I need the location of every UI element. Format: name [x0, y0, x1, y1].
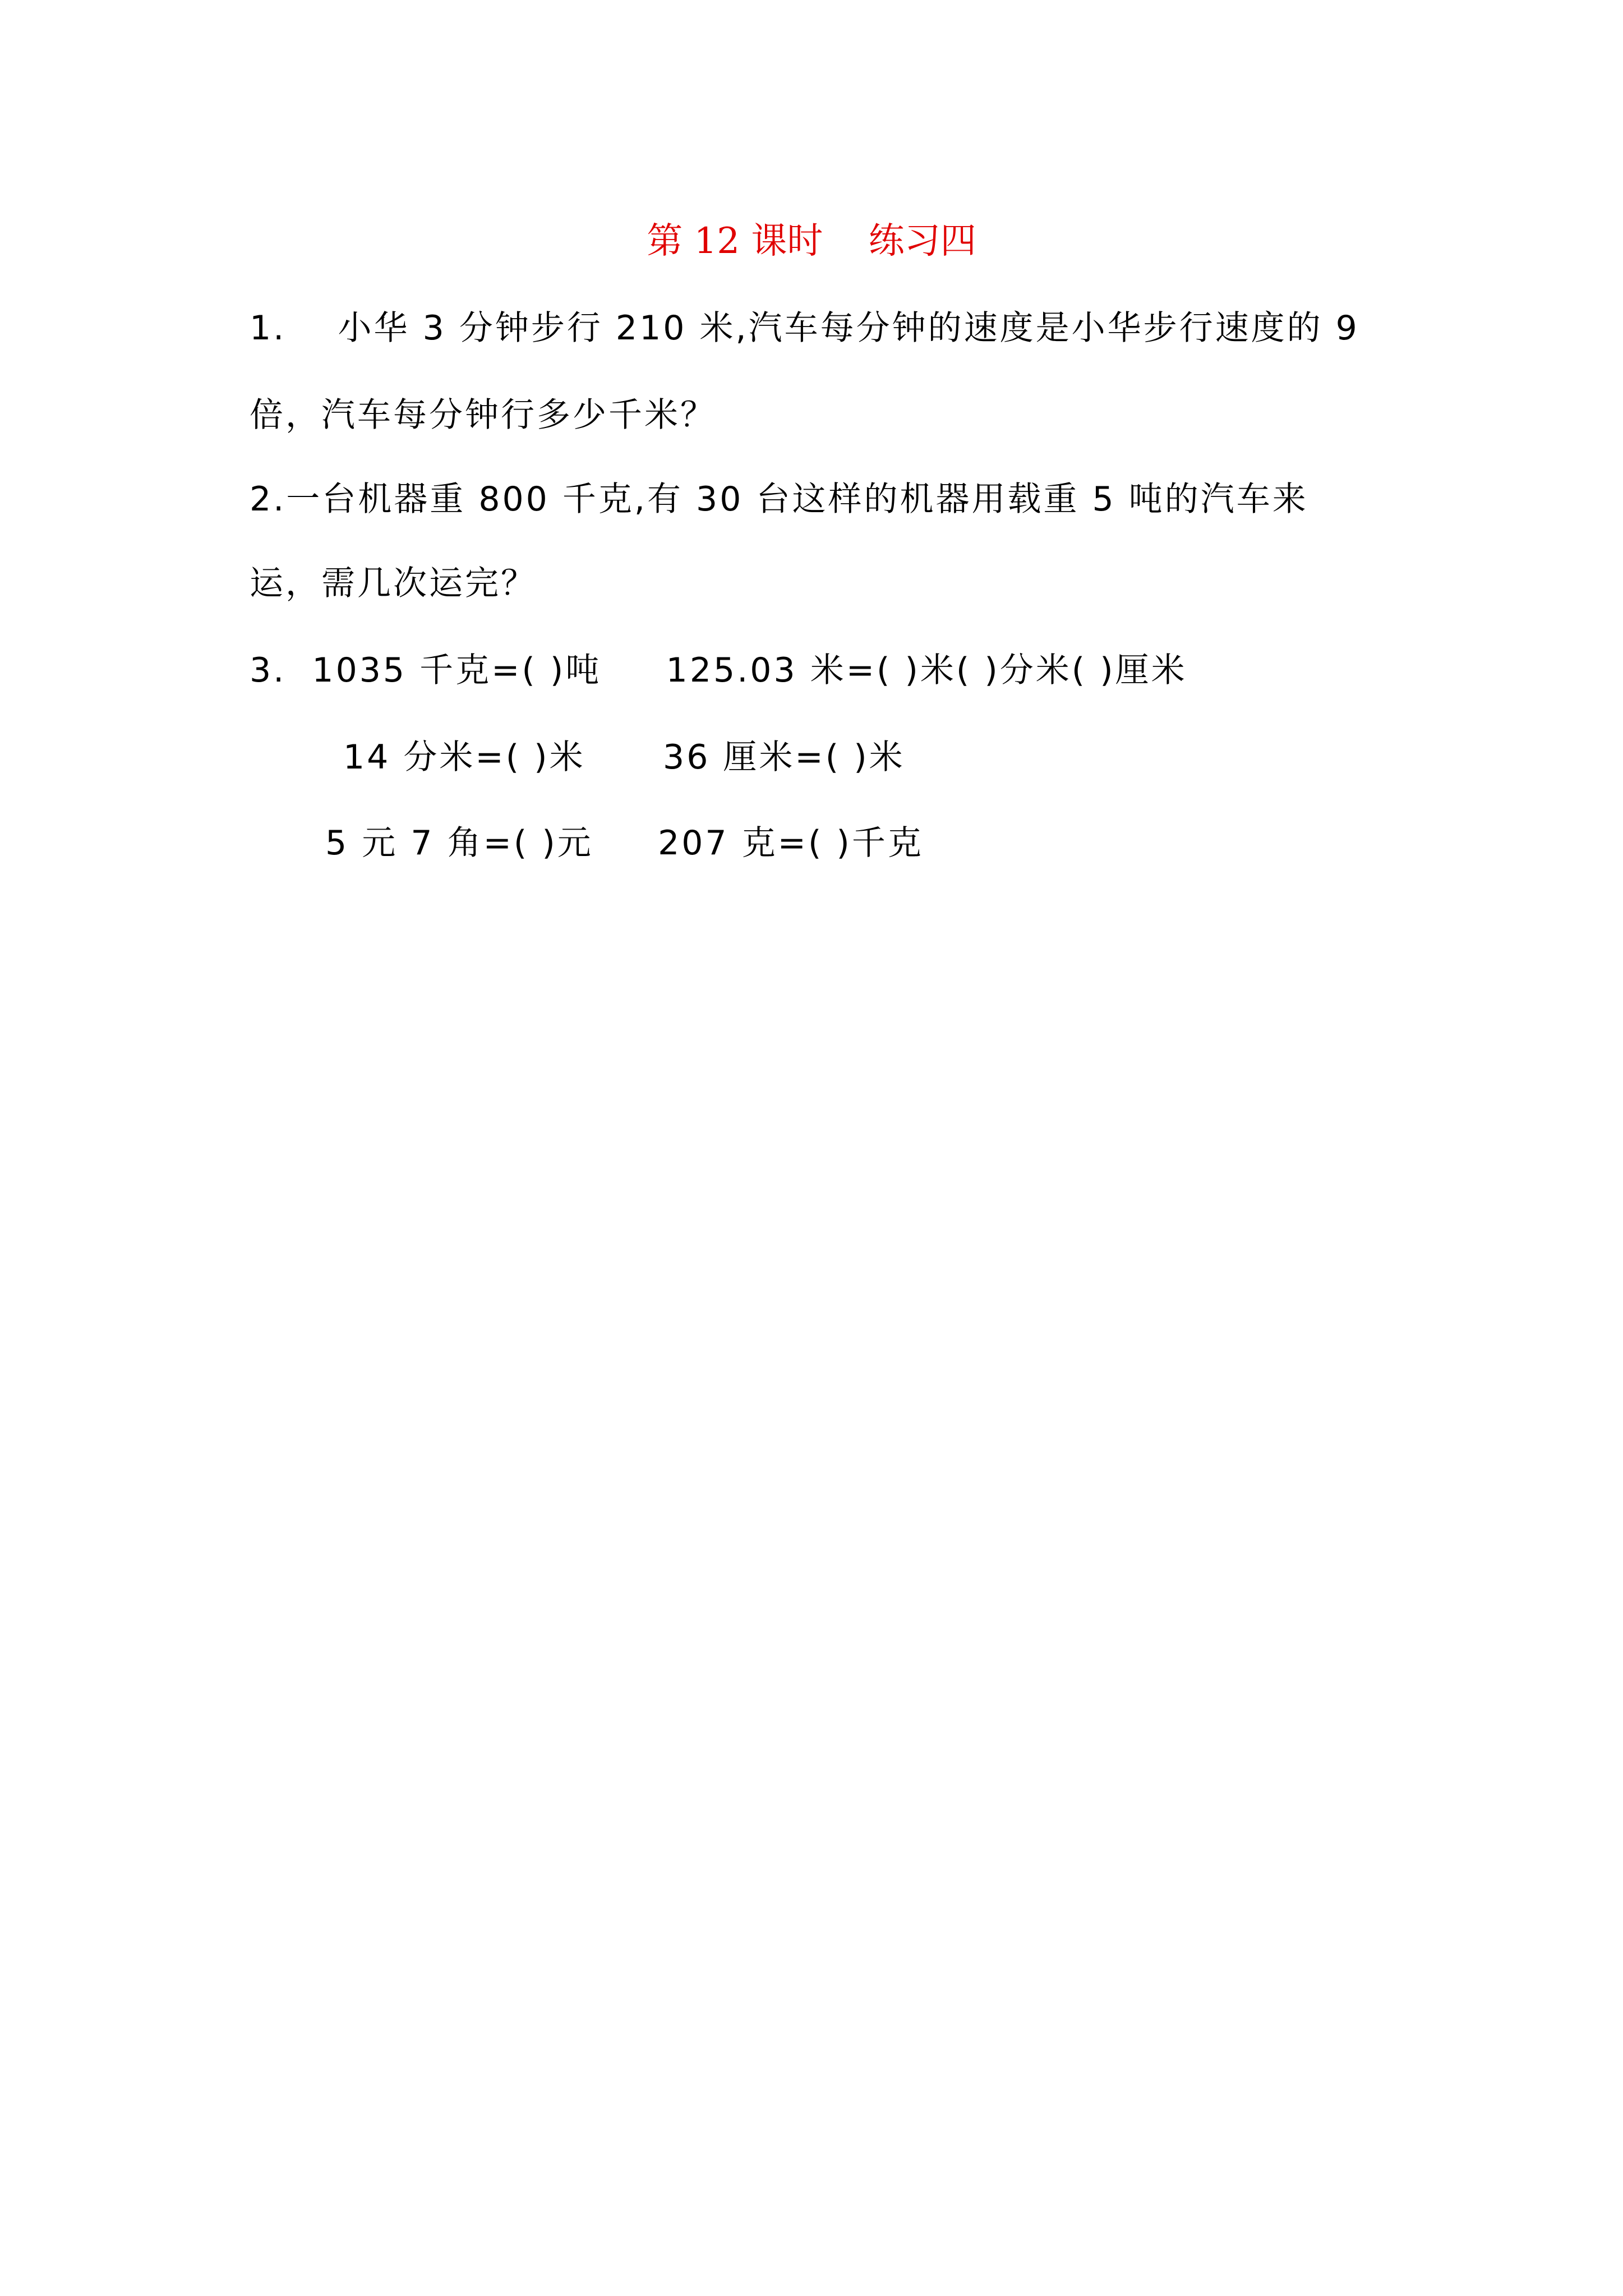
question-3-line-3: 5 元 7 角=( )元 207 克=( )千克 — [325, 823, 924, 863]
question-1-line-2: 倍，汽车每分钟行多少千米？ — [250, 395, 716, 435]
question-3-line-1: 3. 1035 千克=( )吨 125.03 米=( )米( )分米( )厘米 — [250, 651, 1187, 690]
question-2-line-1: 2.一台机器重 800 千克,有 30 台这样的机器用载重 5 吨的汽车来 — [250, 480, 1308, 519]
page-title: 第 12 课时 练习四 — [647, 220, 976, 262]
question-1-line-1: 1. 小华 3 分钟步行 210 米,汽车每分钟的速度是小华步行速度的 9 — [250, 309, 1359, 348]
question-3-line-2: 14 分米=( )米 36 厘米=( )米 — [343, 738, 905, 777]
question-2-line-2: 运，需几次运完？ — [250, 564, 537, 603]
